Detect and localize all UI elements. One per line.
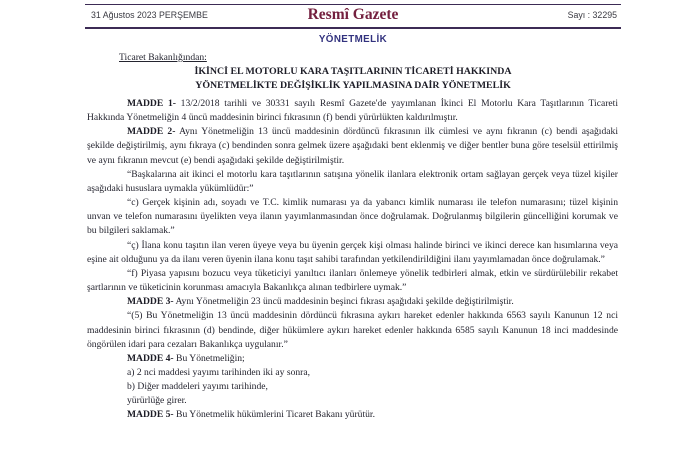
document — [85, 0, 621, 450]
paragraph: MADDE 5- Bu Yönetmelik hükümlerini Ticaret Bakanı yürütür. — [127, 409, 375, 421]
paragraph: “c) Gerçek kişinin adı, soyadı ve T.C. kimlik numarası ya da yabancı kimlik numarası ile telefon numarasını; tüzel kişinin unvan ve telefon numarasını üyelikten veya ilanın yayımlanmasından önce doğrulamak. Doğrulanmış bilgilerin güncelliğini korumak ve bu bilgileri saklamak.” — [87, 197, 618, 237]
gazette-title: Resmî Gazete — [307, 6, 399, 23]
regulation-title — [85, 65, 621, 93]
article-number: MADDE 2- — [127, 126, 176, 138]
paragraph: a) 2 nci maddesi yayımı tarihinden iki ay sonra, — [127, 366, 311, 378]
article-number: MADDE 5- — [127, 409, 174, 421]
paragraph: MADDE 3- Aynı Yönetmeliğin 23 üncü maddesinin beşinci fıkrası aşağıdaki şekilde değiştirilmiştir. — [127, 296, 514, 308]
article-number: MADDE 4- — [127, 352, 174, 364]
paragraph: “ç) İlana konu taşıtın ilan veren üyeye veya bu üyenin gerçek kişi olması halinde birinci ve ikinci derece kan hısımlarına veya eşine ait olduğunu ya da ilanı veren üyenin ilana konu taşıt sahibi tarafından yetkilendirildiğini ilanı yayımlamadan önce doğrulamak.” — [87, 239, 618, 265]
body-paragraphs — [87, 97, 618, 423]
regulation-title-line1: İKİNCİ EL MOTORLU KARA TAŞITLARININ TİCARETİ HAKKINDA — [194, 66, 512, 77]
masthead-divider-rule — [85, 27, 621, 29]
section-heading: YÖNETMELİK — [318, 34, 388, 45]
issuing-ministry: Ticaret Bakanlığından: — [119, 52, 207, 63]
paragraph: b) Diğer maddeleri yayımı tarihinde, — [127, 381, 268, 393]
masthead — [85, 6, 621, 26]
gazette-issue-number: Sayı : 32295 — [567, 10, 617, 20]
regulation-title-line2: YÖNETMELİKTE DEĞİŞİKLİK YAPILMASINA DAİR YÖNETMELİK — [195, 79, 511, 91]
paragraph: “Başkalarına ait ikinci el motorlu kara taşıtlarının satışına yönelik ilanlara elektronik ortam sağlayan gerçek veya tüzel kişiler aşağıdaki hususlara uymakla yükümlüdür:” — [87, 168, 618, 194]
paragraph: MADDE 1- 13/2/2018 tarihli ve 30331 sayılı Resmî Gazete'de yayımlanan İkinci El Motorlu Kara Taşıtlarının Ticareti Hakkında Yönetmeliğin 4 üncü maddesinin birinci fıkrasının (f) bendi yürürlükten kaldırılmıştır. — [87, 98, 618, 124]
gazette-date: 31 Ağustos 2023 PERŞEMBE — [91, 10, 208, 20]
article-number: MADDE 3- — [127, 296, 174, 308]
paragraph: MADDE 4- Bu Yönetmeliğin; — [127, 352, 245, 364]
paragraph: yürürlüğe girer. — [127, 395, 187, 407]
paragraph: MADDE 2- Aynı Yönetmeliğin 13 üncü maddesinin dördüncü fıkrasının ilk cümlesi ve aynı fıkranın (c) bendi aşağıdaki şekilde değiştirilmiş, aynı fıkraya (c) bendinden sonra gelmek üzere aşağıdaki bent eklenmiş ve diğer bentler buna göre teselsül ettirilmiş ve aynı fıkranın mevcut (e) bendi aşağıdaki şekilde değiştirilmiştir. — [87, 126, 618, 166]
paragraph: “f) Piyasa yapısını bozucu veya tüketiciyi yanıltıcı ilanları önlemeye yönelik tedbirleri almak, etkin ve sürdürülebilir rekabet şartlarının ve tüketicinin korunması amacıyla Bakanlıkça alınan tedbirlere uymak.” — [87, 267, 618, 294]
top-rule — [85, 4, 621, 5]
paragraph: “(5) Bu Yönetmeliğin 13 üncü maddesinin dördüncü fıkrasına aykırı hareket edenler hakkında 6563 sayılı Kanunun 12 nci maddesinin birinci fıkrasının (d) bendinde, diğer hükümlere aykırı hareket edenler hakkında 6585 sayılı Kanunun 18 inci maddesinde öngörülen idari para cezaları Bakanlıkça uygulanır.” — [87, 310, 618, 350]
article-number: MADDE 1- — [127, 98, 176, 109]
